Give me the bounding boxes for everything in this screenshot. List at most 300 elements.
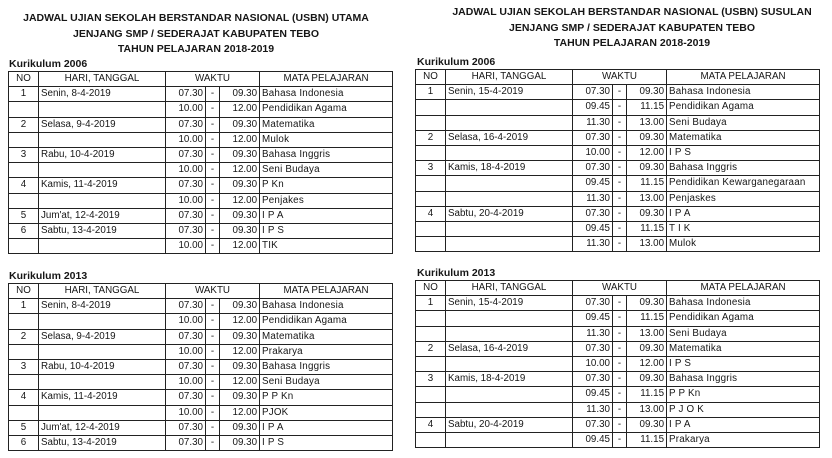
header-row	[416, 281, 820, 296]
cell-day: Sabtu, 13-4-2019	[39, 435, 166, 450]
cell-no	[9, 163, 39, 178]
table-row	[416, 161, 820, 176]
cell-time-separator: -	[206, 420, 220, 435]
cell-end-time: 09.30	[220, 208, 260, 223]
cell-no	[416, 237, 446, 252]
cell-start-time: 09.45	[573, 100, 613, 115]
table-row	[416, 432, 820, 447]
cell-day	[446, 237, 573, 252]
cell-end-time: 09.30	[220, 223, 260, 238]
header-subject: MATA PELAJARAN	[260, 72, 393, 87]
cell-subject: Bahasa Inggris	[667, 161, 820, 176]
table-row	[416, 296, 820, 311]
cell-start-time: 07.30	[166, 117, 206, 132]
cell-end-time: 13.00	[627, 326, 667, 341]
cell-start-time: 07.30	[573, 130, 613, 145]
table-row	[416, 145, 820, 160]
cell-time-separator: -	[206, 299, 220, 314]
cell-start-time: 07.30	[573, 417, 613, 432]
cell-end-time: 09.30	[627, 206, 667, 221]
cell-no	[416, 356, 446, 371]
cell-no: 3	[9, 147, 39, 162]
table-row	[9, 390, 393, 405]
cell-end-time: 09.30	[627, 296, 667, 311]
table-row	[9, 223, 393, 238]
cell-time-separator: -	[206, 239, 220, 254]
cell-start-time: 10.00	[166, 375, 206, 390]
cell-subject: I P A	[667, 206, 820, 221]
cell-time-separator: -	[613, 191, 627, 206]
cell-start-time: 07.30	[573, 296, 613, 311]
cell-no: 3	[416, 372, 446, 387]
left-title-line-2: JENJANG SMP / SEDERAJAT KABUPATEN TEBO	[72, 27, 319, 40]
cell-subject: Prakarya	[260, 344, 393, 359]
table-row	[9, 178, 393, 193]
cell-subject: TIK	[260, 239, 393, 254]
cell-day	[446, 326, 573, 341]
cell-time-separator: -	[613, 221, 627, 236]
cell-day	[39, 405, 166, 420]
table-row	[416, 341, 820, 356]
cell-subject: Matematika	[260, 329, 393, 344]
table-row	[416, 402, 820, 417]
cell-start-time: 07.30	[166, 329, 206, 344]
cell-start-time: 07.30	[166, 147, 206, 162]
cell-no	[9, 239, 39, 254]
cell-end-time: 11.15	[627, 311, 667, 326]
cell-subject: Bahasa Inggris	[260, 359, 393, 374]
cell-time-separator: -	[206, 329, 220, 344]
header-row	[9, 284, 393, 299]
cell-start-time: 11.30	[573, 115, 613, 130]
table-row	[416, 326, 820, 341]
header-time: WAKTU	[166, 284, 260, 299]
cell-subject: Bahasa Indonesia	[667, 85, 820, 100]
cell-day: Kamis, 18-4-2019	[446, 372, 573, 387]
header-time: WAKTU	[166, 72, 260, 87]
cell-day: Senin, 15-4-2019	[446, 296, 573, 311]
table-row	[416, 237, 820, 252]
cell-no: 1	[9, 87, 39, 102]
cell-day	[446, 221, 573, 236]
cell-start-time: 11.30	[573, 191, 613, 206]
cell-start-time: 09.45	[573, 221, 613, 236]
cell-end-time: 12.00	[220, 314, 260, 329]
cell-day	[446, 145, 573, 160]
cell-start-time: 11.30	[573, 402, 613, 417]
cell-time-separator: -	[613, 402, 627, 417]
cell-subject: Seni Budaya	[667, 115, 820, 130]
cell-start-time: 09.45	[573, 311, 613, 326]
cell-subject: Seni Budaya	[260, 163, 393, 178]
cell-no: 4	[9, 390, 39, 405]
cell-no: 3	[416, 161, 446, 176]
header-row	[9, 72, 393, 87]
cell-start-time: 10.00	[573, 356, 613, 371]
cell-day	[39, 344, 166, 359]
cell-no	[9, 102, 39, 117]
cell-subject: I P S	[260, 223, 393, 238]
cell-no: 1	[416, 296, 446, 311]
cell-no	[416, 402, 446, 417]
table-row	[9, 132, 393, 147]
cell-no: 1	[416, 85, 446, 100]
cell-day: Sabtu, 13-4-2019	[39, 223, 166, 238]
cell-time-separator: -	[206, 102, 220, 117]
cell-start-time: 10.00	[166, 344, 206, 359]
table-row	[416, 206, 820, 221]
cell-end-time: 11.15	[627, 432, 667, 447]
cell-time-separator: -	[613, 326, 627, 341]
table-row	[9, 344, 393, 359]
cell-subject: Matematika	[667, 341, 820, 356]
table-row	[416, 221, 820, 236]
cell-no: 6	[9, 223, 39, 238]
cell-subject: I P A	[260, 420, 393, 435]
cell-time-separator: -	[206, 87, 220, 102]
cell-end-time: 11.15	[627, 387, 667, 402]
cell-end-time: 13.00	[627, 402, 667, 417]
cell-day: Jum'at, 12-4-2019	[39, 208, 166, 223]
cell-no: 4	[416, 417, 446, 432]
cell-no	[416, 387, 446, 402]
table-row	[9, 147, 393, 162]
table-row	[9, 329, 393, 344]
cell-start-time: 07.30	[166, 299, 206, 314]
cell-start-time: 07.30	[573, 206, 613, 221]
cell-end-time: 09.30	[220, 359, 260, 374]
cell-time-separator: -	[613, 115, 627, 130]
cell-day	[39, 375, 166, 390]
cell-time-separator: -	[206, 147, 220, 162]
cell-day	[446, 402, 573, 417]
cell-start-time: 07.30	[166, 87, 206, 102]
right-k2013-table	[415, 280, 820, 448]
cell-day: Sabtu, 20-4-2019	[446, 206, 573, 221]
right-k2013-label: Kurikulum 2013	[417, 267, 496, 279]
table-row	[416, 356, 820, 371]
left-title-line-1: JADWAL UJIAN SEKOLAH BERSTANDAR NASIONAL (USBN) UTAMA	[23, 12, 369, 24]
cell-day: Kamis, 11-4-2019	[39, 390, 166, 405]
cell-day	[39, 102, 166, 117]
cell-time-separator: -	[613, 387, 627, 402]
cell-day: Sabtu, 20-4-2019	[446, 417, 573, 432]
header-day: HARI, TANGGAL	[446, 70, 573, 85]
table-row	[9, 359, 393, 374]
cell-time-separator: -	[206, 223, 220, 238]
cell-start-time: 09.45	[573, 432, 613, 447]
cell-end-time: 09.30	[627, 417, 667, 432]
cell-subject: Pendidikan Kewarganegaraan	[667, 176, 820, 191]
cell-start-time: 10.00	[573, 145, 613, 160]
cell-time-separator: -	[613, 145, 627, 160]
right-title-line-3: TAHUN PELAJARAN 2018-2019	[553, 37, 711, 49]
cell-no	[416, 145, 446, 160]
cell-time-separator: -	[206, 375, 220, 390]
cell-time-separator: -	[613, 206, 627, 221]
cell-subject: P P Kn	[260, 390, 393, 405]
cell-time-separator: -	[206, 178, 220, 193]
cell-start-time: 07.30	[166, 420, 206, 435]
cell-subject: Mulok	[260, 132, 393, 147]
cell-day	[446, 191, 573, 206]
cell-time-separator: -	[613, 100, 627, 115]
cell-start-time: 10.00	[166, 193, 206, 208]
cell-end-time: 11.15	[627, 176, 667, 191]
cell-end-time: 12.00	[220, 375, 260, 390]
cell-time-separator: -	[613, 417, 627, 432]
table-row	[9, 193, 393, 208]
cell-no	[9, 375, 39, 390]
cell-day: Rabu, 10-4-2019	[39, 147, 166, 162]
cell-time-separator: -	[206, 405, 220, 420]
header-subject: MATA PELAJARAN	[260, 284, 393, 299]
table-row	[9, 163, 393, 178]
cell-no: 6	[9, 435, 39, 450]
cell-time-separator: -	[613, 372, 627, 387]
cell-day: Kamis, 11-4-2019	[39, 178, 166, 193]
left-k2006-label: Kurikulum 2006	[9, 58, 88, 70]
cell-no	[9, 193, 39, 208]
header-subject: MATA PELAJARAN	[667, 70, 820, 85]
table-row	[416, 387, 820, 402]
table-row	[416, 372, 820, 387]
cell-day: Senin, 15-4-2019	[446, 85, 573, 100]
header-no: NO	[416, 281, 446, 296]
cell-end-time: 09.30	[220, 147, 260, 162]
cell-time-separator: -	[206, 344, 220, 359]
cell-end-time: 09.30	[220, 390, 260, 405]
header-subject: MATA PELAJARAN	[667, 281, 820, 296]
table-row	[9, 102, 393, 117]
cell-subject: P J O K	[667, 402, 820, 417]
cell-no: 1	[9, 299, 39, 314]
cell-subject: Penjakes	[260, 193, 393, 208]
table-row	[416, 417, 820, 432]
right-heading	[436, 5, 828, 52]
cell-time-separator: -	[613, 130, 627, 145]
cell-start-time: 11.30	[573, 326, 613, 341]
cell-subject: Seni Budaya	[667, 326, 820, 341]
cell-end-time: 12.00	[220, 102, 260, 117]
cell-start-time: 07.30	[166, 390, 206, 405]
cell-start-time: 10.00	[166, 163, 206, 178]
cell-end-time: 12.00	[627, 356, 667, 371]
cell-no	[9, 132, 39, 147]
cell-day: Senin, 8-4-2019	[39, 299, 166, 314]
cell-start-time: 07.30	[573, 85, 613, 100]
cell-end-time: 13.00	[627, 237, 667, 252]
cell-subject: Mulok	[667, 237, 820, 252]
cell-time-separator: -	[613, 237, 627, 252]
cell-end-time: 12.00	[220, 239, 260, 254]
left-heading	[10, 11, 382, 58]
left-k2006-table	[8, 71, 393, 254]
cell-end-time: 09.30	[627, 130, 667, 145]
cell-end-time: 12.00	[220, 193, 260, 208]
cell-no: 5	[9, 208, 39, 223]
cell-start-time: 10.00	[166, 314, 206, 329]
cell-end-time: 09.30	[220, 329, 260, 344]
cell-end-time: 11.15	[627, 100, 667, 115]
cell-no: 2	[9, 329, 39, 344]
cell-start-time: 07.30	[166, 208, 206, 223]
cell-start-time: 10.00	[166, 132, 206, 147]
header-day: HARI, TANGGAL	[446, 281, 573, 296]
cell-end-time: 09.30	[220, 178, 260, 193]
cell-start-time: 07.30	[166, 178, 206, 193]
cell-subject: Bahasa Indonesia	[260, 87, 393, 102]
cell-no	[9, 405, 39, 420]
cell-day: Selasa, 16-4-2019	[446, 130, 573, 145]
cell-time-separator: -	[206, 163, 220, 178]
header-row	[416, 70, 820, 85]
cell-no	[416, 115, 446, 130]
cell-day	[39, 239, 166, 254]
cell-subject: Penjaskes	[667, 191, 820, 206]
cell-subject: Pendidikan Agama	[667, 311, 820, 326]
cell-time-separator: -	[613, 432, 627, 447]
table-row	[9, 299, 393, 314]
cell-time-separator: -	[206, 208, 220, 223]
cell-day	[39, 163, 166, 178]
cell-time-separator: -	[613, 311, 627, 326]
cell-day	[39, 193, 166, 208]
cell-end-time: 09.30	[627, 372, 667, 387]
right-k2006-table	[415, 69, 820, 252]
cell-no	[416, 221, 446, 236]
table-row	[9, 87, 393, 102]
cell-no	[416, 326, 446, 341]
cell-start-time: 07.30	[573, 372, 613, 387]
cell-subject: Bahasa Indonesia	[260, 299, 393, 314]
cell-subject: T I K	[667, 221, 820, 236]
header-day: HARI, TANGGAL	[39, 72, 166, 87]
cell-time-separator: -	[206, 193, 220, 208]
cell-start-time: 07.30	[166, 359, 206, 374]
cell-day	[446, 100, 573, 115]
left-k2013-table	[8, 283, 393, 451]
cell-time-separator: -	[206, 314, 220, 329]
left-title-line-3: TAHUN PELAJARAN 2018-2019	[117, 43, 275, 55]
cell-end-time: 09.30	[627, 341, 667, 356]
table-row	[416, 130, 820, 145]
header-no: NO	[9, 284, 39, 299]
cell-subject: I P S	[260, 435, 393, 450]
cell-no	[9, 314, 39, 329]
cell-subject: Bahasa Inggris	[667, 372, 820, 387]
cell-end-time: 12.00	[220, 163, 260, 178]
cell-end-time: 09.30	[220, 435, 260, 450]
cell-end-time: 12.00	[220, 405, 260, 420]
cell-day: Selasa, 9-4-2019	[39, 117, 166, 132]
cell-start-time: 07.30	[166, 223, 206, 238]
cell-day	[446, 356, 573, 371]
cell-no	[416, 311, 446, 326]
cell-start-time: 07.30	[573, 161, 613, 176]
cell-time-separator: -	[206, 435, 220, 450]
cell-no	[416, 191, 446, 206]
table-row	[9, 405, 393, 420]
cell-end-time: 09.30	[220, 299, 260, 314]
cell-subject: Pendidikan Agama	[260, 314, 393, 329]
cell-start-time: 10.00	[166, 102, 206, 117]
cell-start-time: 11.30	[573, 237, 613, 252]
table-row	[416, 176, 820, 191]
cell-start-time: 09.45	[573, 387, 613, 402]
cell-start-time: 07.30	[573, 341, 613, 356]
table-row	[416, 311, 820, 326]
table-row	[416, 100, 820, 115]
cell-no	[416, 100, 446, 115]
cell-day	[446, 432, 573, 447]
cell-time-separator: -	[613, 296, 627, 311]
cell-subject: Matematika	[667, 130, 820, 145]
cell-subject: Seni Budaya	[260, 375, 393, 390]
cell-end-time: 13.00	[627, 115, 667, 130]
table-row	[416, 85, 820, 100]
cell-time-separator: -	[613, 85, 627, 100]
header-time: WAKTU	[573, 70, 667, 85]
cell-end-time: 09.30	[627, 85, 667, 100]
cell-start-time: 10.00	[166, 405, 206, 420]
cell-subject: I P S	[667, 145, 820, 160]
header-time: WAKTU	[573, 281, 667, 296]
cell-day	[446, 115, 573, 130]
cell-day: Jum'at, 12-4-2019	[39, 420, 166, 435]
cell-time-separator: -	[613, 341, 627, 356]
cell-day	[39, 132, 166, 147]
cell-time-separator: -	[206, 132, 220, 147]
right-title-line-1: JADWAL UJIAN SEKOLAH BERSTANDAR NASIONAL (USBN) SUSULAN	[452, 6, 812, 18]
header-day: HARI, TANGGAL	[39, 284, 166, 299]
cell-day: Rabu, 10-4-2019	[39, 359, 166, 374]
cell-subject: Bahasa Inggris	[260, 147, 393, 162]
table-row	[9, 208, 393, 223]
cell-subject: I P S	[667, 356, 820, 371]
cell-no: 5	[9, 420, 39, 435]
cell-time-separator: -	[613, 356, 627, 371]
cell-start-time: 09.45	[573, 176, 613, 191]
cell-no: 2	[9, 117, 39, 132]
cell-day	[446, 311, 573, 326]
cell-no: 4	[9, 178, 39, 193]
cell-day	[446, 176, 573, 191]
cell-day: Selasa, 9-4-2019	[39, 329, 166, 344]
cell-end-time: 12.00	[220, 344, 260, 359]
cell-time-separator: -	[206, 117, 220, 132]
cell-end-time: 09.30	[220, 420, 260, 435]
cell-subject: I P A	[667, 417, 820, 432]
table-row	[416, 191, 820, 206]
cell-end-time: 09.30	[220, 117, 260, 132]
table-row	[9, 239, 393, 254]
cell-no	[416, 176, 446, 191]
cell-start-time: 07.30	[166, 435, 206, 450]
cell-end-time: 09.30	[220, 87, 260, 102]
cell-subject: P Kn	[260, 178, 393, 193]
cell-end-time: 09.30	[627, 161, 667, 176]
cell-end-time: 12.00	[220, 132, 260, 147]
table-row	[9, 117, 393, 132]
cell-start-time: 10.00	[166, 239, 206, 254]
cell-day	[446, 387, 573, 402]
cell-subject: P P Kn	[667, 387, 820, 402]
cell-end-time: 12.00	[627, 145, 667, 160]
cell-no: 4	[416, 206, 446, 221]
table-row	[9, 420, 393, 435]
header-no: NO	[416, 70, 446, 85]
